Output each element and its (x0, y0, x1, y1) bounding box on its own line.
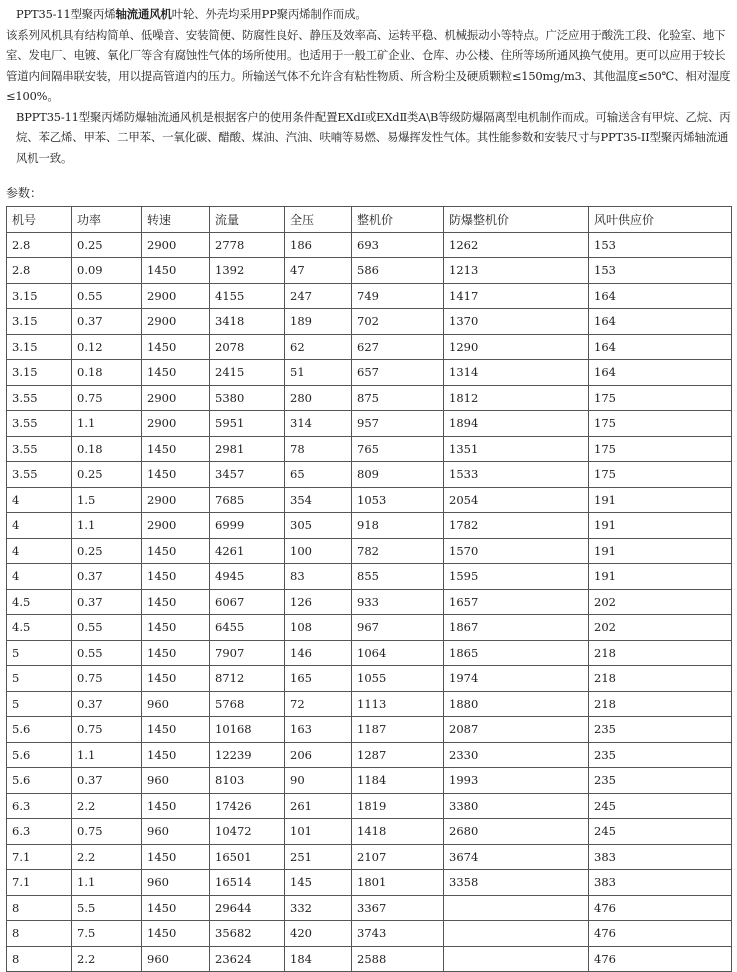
table-cell: 2900 (142, 283, 210, 309)
table-cell: 218 (589, 640, 732, 666)
table-cell: 51 (285, 360, 352, 386)
table-cell: 62 (285, 334, 352, 360)
table-cell: 1290 (444, 334, 589, 360)
params-table (6, 206, 732, 972)
table-cell: 72 (285, 691, 352, 717)
table-cell: 4 (7, 564, 72, 590)
table-row (7, 819, 732, 845)
table-cell: 153 (589, 258, 732, 284)
table-cell: 6455 (210, 615, 285, 641)
column-header: 转速 (142, 207, 210, 233)
table-cell: 0.37 (72, 564, 142, 590)
table-cell: 3380 (444, 793, 589, 819)
table-cell: 5768 (210, 691, 285, 717)
table-cell: 164 (589, 309, 732, 335)
table-cell: 8712 (210, 666, 285, 692)
table-cell: 126 (285, 589, 352, 615)
table-cell: 4 (7, 487, 72, 513)
table-cell: 960 (142, 946, 210, 972)
table-cell: 100 (285, 538, 352, 564)
table-cell: 918 (352, 513, 444, 539)
table-cell: 0.75 (72, 666, 142, 692)
table-cell: 2330 (444, 742, 589, 768)
table-cell (444, 921, 589, 947)
table-cell: 1657 (444, 589, 589, 615)
table-cell: 8 (7, 946, 72, 972)
table-cell: 476 (589, 946, 732, 972)
table-cell: 4945 (210, 564, 285, 590)
table-cell: 8103 (210, 768, 285, 794)
table-cell: 206 (285, 742, 352, 768)
table-cell: 3.55 (7, 462, 72, 488)
table-cell: 245 (589, 819, 732, 845)
table-cell: 2.2 (72, 946, 142, 972)
table-cell: 5951 (210, 411, 285, 437)
table-cell: 1993 (444, 768, 589, 794)
table-cell: 4261 (210, 538, 285, 564)
params-label: 参数： (6, 186, 43, 200)
table-cell: 8 (7, 895, 72, 921)
intro-lead-text: PPT35-11型聚丙烯 (16, 7, 116, 21)
table-row (7, 640, 732, 666)
table-cell: 1450 (142, 334, 210, 360)
table-cell: 476 (589, 921, 732, 947)
table-cell: 191 (589, 538, 732, 564)
table-cell: 1055 (352, 666, 444, 692)
table-body (7, 232, 732, 972)
table-cell: 235 (589, 742, 732, 768)
table-cell: 5380 (210, 385, 285, 411)
table-cell: 101 (285, 819, 352, 845)
table-cell: 6.3 (7, 793, 72, 819)
table-cell: 108 (285, 615, 352, 641)
table-cell: 4.5 (7, 615, 72, 641)
table-cell: 383 (589, 844, 732, 870)
table-cell: 2680 (444, 819, 589, 845)
table-cell: 0.25 (72, 232, 142, 258)
table-cell: 8 (7, 921, 72, 947)
table-cell: 1450 (142, 589, 210, 615)
table-cell: 693 (352, 232, 444, 258)
table-cell: 4 (7, 538, 72, 564)
table-cell: 1782 (444, 513, 589, 539)
table-cell: 1450 (142, 844, 210, 870)
table-cell: 7.1 (7, 844, 72, 870)
table-row (7, 589, 732, 615)
intro-rest-text: 叶轮、外壳均采用PP聚丙烯制作而成。 (171, 7, 367, 21)
table-cell: 1894 (444, 411, 589, 437)
table-row (7, 385, 732, 411)
table-cell: 476 (589, 895, 732, 921)
table-cell: 1184 (352, 768, 444, 794)
table-cell: 960 (142, 819, 210, 845)
table-cell: 1450 (142, 538, 210, 564)
table-cell: 83 (285, 564, 352, 590)
table-cell: 1450 (142, 615, 210, 641)
table-cell: 7907 (210, 640, 285, 666)
table-row (7, 513, 732, 539)
table-cell: 1450 (142, 564, 210, 590)
table-cell: 782 (352, 538, 444, 564)
table-cell: 1262 (444, 232, 589, 258)
table-cell: 1819 (352, 793, 444, 819)
table-row (7, 232, 732, 258)
table-cell: 1533 (444, 462, 589, 488)
table-cell: 5.6 (7, 768, 72, 794)
table-cell (444, 946, 589, 972)
table-cell: 1801 (352, 870, 444, 896)
table-cell: 175 (589, 436, 732, 462)
table-cell: 1450 (142, 666, 210, 692)
table-cell: 3457 (210, 462, 285, 488)
table-cell: 4 (7, 513, 72, 539)
table-cell: 3358 (444, 870, 589, 896)
table-cell: 875 (352, 385, 444, 411)
table-cell: 657 (352, 360, 444, 386)
table-cell: 0.18 (72, 436, 142, 462)
table-cell: 1064 (352, 640, 444, 666)
table-cell: 1450 (142, 895, 210, 921)
table-cell: 5.6 (7, 717, 72, 743)
table-row (7, 742, 732, 768)
table-row (7, 538, 732, 564)
table-cell: 967 (352, 615, 444, 641)
table-cell: 1812 (444, 385, 589, 411)
table-cell: 0.18 (72, 360, 142, 386)
table-cell: 2107 (352, 844, 444, 870)
table-cell: 0.75 (72, 385, 142, 411)
table-cell: 0.25 (72, 538, 142, 564)
table-cell: 749 (352, 283, 444, 309)
table-cell: 1053 (352, 487, 444, 513)
table-cell: 855 (352, 564, 444, 590)
table-row (7, 921, 732, 947)
table-cell: 245 (589, 793, 732, 819)
table-cell: 3367 (352, 895, 444, 921)
table-cell: 184 (285, 946, 352, 972)
column-header: 功率 (72, 207, 142, 233)
table-cell: 0.37 (72, 691, 142, 717)
table-row (7, 895, 732, 921)
intro-paragraph-1 (6, 4, 732, 25)
table-cell: 6999 (210, 513, 285, 539)
intro-paragraph-2: 该系列风机具有结构简单、低噪音、安装简便、防腐性良好、静压及效率高、运转平稳、机械振动小等特点。广泛应用于酸洗工段、化验室、地下室、发电厂、电镀、氧化厂等含有腐蚀性气体的场所使用。也适用于一般工矿企业、仓库、办公楼、住所等场所通风换气使用。更可以应用于较长管道内间隔串联安装，用以提高管道内的压力。所输送气体不允许含有粘性物质、所含粉尘及硬质颗粒≤150mg/m3、其他温度≤50℃、相对湿度≤100%。 (6, 27, 731, 103)
table-cell: 12239 (210, 742, 285, 768)
table-cell: 251 (285, 844, 352, 870)
table-cell: 1450 (142, 462, 210, 488)
table-cell: 2078 (210, 334, 285, 360)
table-cell: 153 (589, 232, 732, 258)
table-cell: 1450 (142, 436, 210, 462)
table-cell: 164 (589, 360, 732, 386)
table-cell: 3.55 (7, 411, 72, 437)
table-cell: 1.1 (72, 411, 142, 437)
table-cell: 0.55 (72, 615, 142, 641)
table-cell: 3.55 (7, 385, 72, 411)
table-row (7, 283, 732, 309)
table-cell: 189 (285, 309, 352, 335)
table-cell: 702 (352, 309, 444, 335)
table-cell: 90 (285, 768, 352, 794)
table-cell: 17426 (210, 793, 285, 819)
table-cell: 3674 (444, 844, 589, 870)
table-cell: 960 (142, 870, 210, 896)
table-cell: 314 (285, 411, 352, 437)
table-cell: 261 (285, 793, 352, 819)
table-cell: 1880 (444, 691, 589, 717)
table-cell: 2415 (210, 360, 285, 386)
table-cell: 957 (352, 411, 444, 437)
table-cell: 16514 (210, 870, 285, 896)
column-header: 机号 (7, 207, 72, 233)
table-cell: 3.15 (7, 309, 72, 335)
table-cell: 3418 (210, 309, 285, 335)
table-cell: 10168 (210, 717, 285, 743)
column-header: 全压 (285, 207, 352, 233)
table-cell: 2981 (210, 436, 285, 462)
table-cell: 280 (285, 385, 352, 411)
table-row (7, 334, 732, 360)
table-cell: 2778 (210, 232, 285, 258)
table-cell: 1.5 (72, 487, 142, 513)
table-cell: 202 (589, 589, 732, 615)
table-cell: 1351 (444, 436, 589, 462)
table-cell: 145 (285, 870, 352, 896)
table-cell: 218 (589, 666, 732, 692)
table-cell: 0.37 (72, 768, 142, 794)
table-cell: 163 (285, 717, 352, 743)
table-cell: 218 (589, 691, 732, 717)
table-row (7, 844, 732, 870)
table-row (7, 793, 732, 819)
table-row (7, 717, 732, 743)
table-cell: 0.25 (72, 462, 142, 488)
table-cell: 191 (589, 564, 732, 590)
table-cell: 191 (589, 513, 732, 539)
table-cell: 1392 (210, 258, 285, 284)
table-cell: 16501 (210, 844, 285, 870)
table-cell: 354 (285, 487, 352, 513)
table-row (7, 258, 732, 284)
table-cell: 7.5 (72, 921, 142, 947)
table-cell: 10472 (210, 819, 285, 845)
table-cell: 1.1 (72, 513, 142, 539)
table-cell: 1570 (444, 538, 589, 564)
table-cell: 78 (285, 436, 352, 462)
table-cell: 165 (285, 666, 352, 692)
table-cell: 1370 (444, 309, 589, 335)
table-cell: 627 (352, 334, 444, 360)
table-cell: 186 (285, 232, 352, 258)
table-cell: 164 (589, 283, 732, 309)
table-cell: 332 (285, 895, 352, 921)
table-cell: 1417 (444, 283, 589, 309)
table-cell: 6067 (210, 589, 285, 615)
table-row (7, 666, 732, 692)
table-cell (444, 895, 589, 921)
table-row (7, 564, 732, 590)
table-cell: 5 (7, 640, 72, 666)
table-row (7, 487, 732, 513)
table-row (7, 768, 732, 794)
table-cell: 247 (285, 283, 352, 309)
table-cell: 1450 (142, 640, 210, 666)
table-cell: 4.5 (7, 589, 72, 615)
table-cell: 765 (352, 436, 444, 462)
table-cell: 3.15 (7, 283, 72, 309)
table-cell: 2.8 (7, 232, 72, 258)
intro-section (6, 4, 732, 168)
table-cell: 2087 (444, 717, 589, 743)
table-cell: 0.55 (72, 283, 142, 309)
table-cell: 35682 (210, 921, 285, 947)
table-row (7, 411, 732, 437)
table-cell: 2900 (142, 309, 210, 335)
table-cell: 235 (589, 717, 732, 743)
table-cell: 235 (589, 768, 732, 794)
table-cell: 202 (589, 615, 732, 641)
table-cell: 0.12 (72, 334, 142, 360)
table-row (7, 615, 732, 641)
table-cell: 2900 (142, 487, 210, 513)
table-cell: 1867 (444, 615, 589, 641)
table-cell: 1.1 (72, 742, 142, 768)
table-cell: 2.2 (72, 844, 142, 870)
table-cell: 0.37 (72, 589, 142, 615)
table-cell: 1450 (142, 360, 210, 386)
table-cell: 1113 (352, 691, 444, 717)
table-cell: 1450 (142, 717, 210, 743)
table-cell: 1187 (352, 717, 444, 743)
table-cell: 175 (589, 385, 732, 411)
table-cell: 586 (352, 258, 444, 284)
intro-bold-text: 轴流通风机 (115, 7, 172, 21)
table-cell: 5 (7, 691, 72, 717)
table-cell: 933 (352, 589, 444, 615)
table-cell: 7.1 (7, 870, 72, 896)
table-row (7, 462, 732, 488)
table-cell: 2588 (352, 946, 444, 972)
table-cell: 0.75 (72, 819, 142, 845)
table-cell: 960 (142, 768, 210, 794)
table-cell: 383 (589, 870, 732, 896)
table-cell: 2900 (142, 411, 210, 437)
table-cell: 1450 (142, 258, 210, 284)
table-row (7, 870, 732, 896)
table-cell: 1865 (444, 640, 589, 666)
table-cell: 0.55 (72, 640, 142, 666)
table-cell: 47 (285, 258, 352, 284)
table-cell: 0.37 (72, 309, 142, 335)
table-row (7, 309, 732, 335)
table-cell: 5.6 (7, 742, 72, 768)
table-cell: 809 (352, 462, 444, 488)
table-cell: 1.1 (72, 870, 142, 896)
table-cell: 191 (589, 487, 732, 513)
table-cell: 420 (285, 921, 352, 947)
table-cell: 175 (589, 462, 732, 488)
table-cell: 175 (589, 411, 732, 437)
table-cell: 0.09 (72, 258, 142, 284)
column-header: 整机价 (352, 207, 444, 233)
table-cell: 29644 (210, 895, 285, 921)
table-cell: 1314 (444, 360, 589, 386)
table-header-row (7, 207, 732, 233)
table-cell: 305 (285, 513, 352, 539)
table-cell: 2.8 (7, 258, 72, 284)
table-cell: 2900 (142, 385, 210, 411)
table-cell: 1450 (142, 793, 210, 819)
table-cell: 3.15 (7, 360, 72, 386)
table-cell: 1213 (444, 258, 589, 284)
table-row (7, 691, 732, 717)
table-cell: 0.75 (72, 717, 142, 743)
table-cell: 2.2 (72, 793, 142, 819)
table-cell: 4155 (210, 283, 285, 309)
table-cell: 146 (285, 640, 352, 666)
table-cell: 65 (285, 462, 352, 488)
table-cell: 1450 (142, 742, 210, 768)
table-cell: 3.15 (7, 334, 72, 360)
table-cell: 1287 (352, 742, 444, 768)
table-cell: 1450 (142, 921, 210, 947)
table-cell: 2054 (444, 487, 589, 513)
intro-paragraph-3: BPPT35-11型聚丙烯防爆轴流通风机是根据客户的使用条件配置EXdⅠ或EXdⅡ类A\B等级防爆隔离型电机制作而成。可输送含有甲烷、乙烷、丙烷、苯乙烯、甲苯、二甲苯、一氧化碳、醋酸、煤油、汽油、呋喃等易燃、易爆挥发性气体。其性能参数和安装尺寸与PPT35-II型聚丙烯轴流通风机一致。 (16, 109, 731, 165)
table-row (7, 360, 732, 386)
table-cell: 1418 (352, 819, 444, 845)
table-cell: 164 (589, 334, 732, 360)
column-header: 防爆整机价 (444, 207, 589, 233)
table-row (7, 436, 732, 462)
column-header: 流量 (210, 207, 285, 233)
table-cell: 3743 (352, 921, 444, 947)
table-cell: 23624 (210, 946, 285, 972)
table-cell: 1974 (444, 666, 589, 692)
table-cell: 2900 (142, 513, 210, 539)
table-cell: 2900 (142, 232, 210, 258)
table-row (7, 946, 732, 972)
column-header: 风叶供应价 (589, 207, 732, 233)
table-cell: 960 (142, 691, 210, 717)
table-cell: 7685 (210, 487, 285, 513)
table-cell: 3.55 (7, 436, 72, 462)
table-cell: 5 (7, 666, 72, 692)
table-cell: 1595 (444, 564, 589, 590)
table-cell: 6.3 (7, 819, 72, 845)
table-cell: 5.5 (72, 895, 142, 921)
